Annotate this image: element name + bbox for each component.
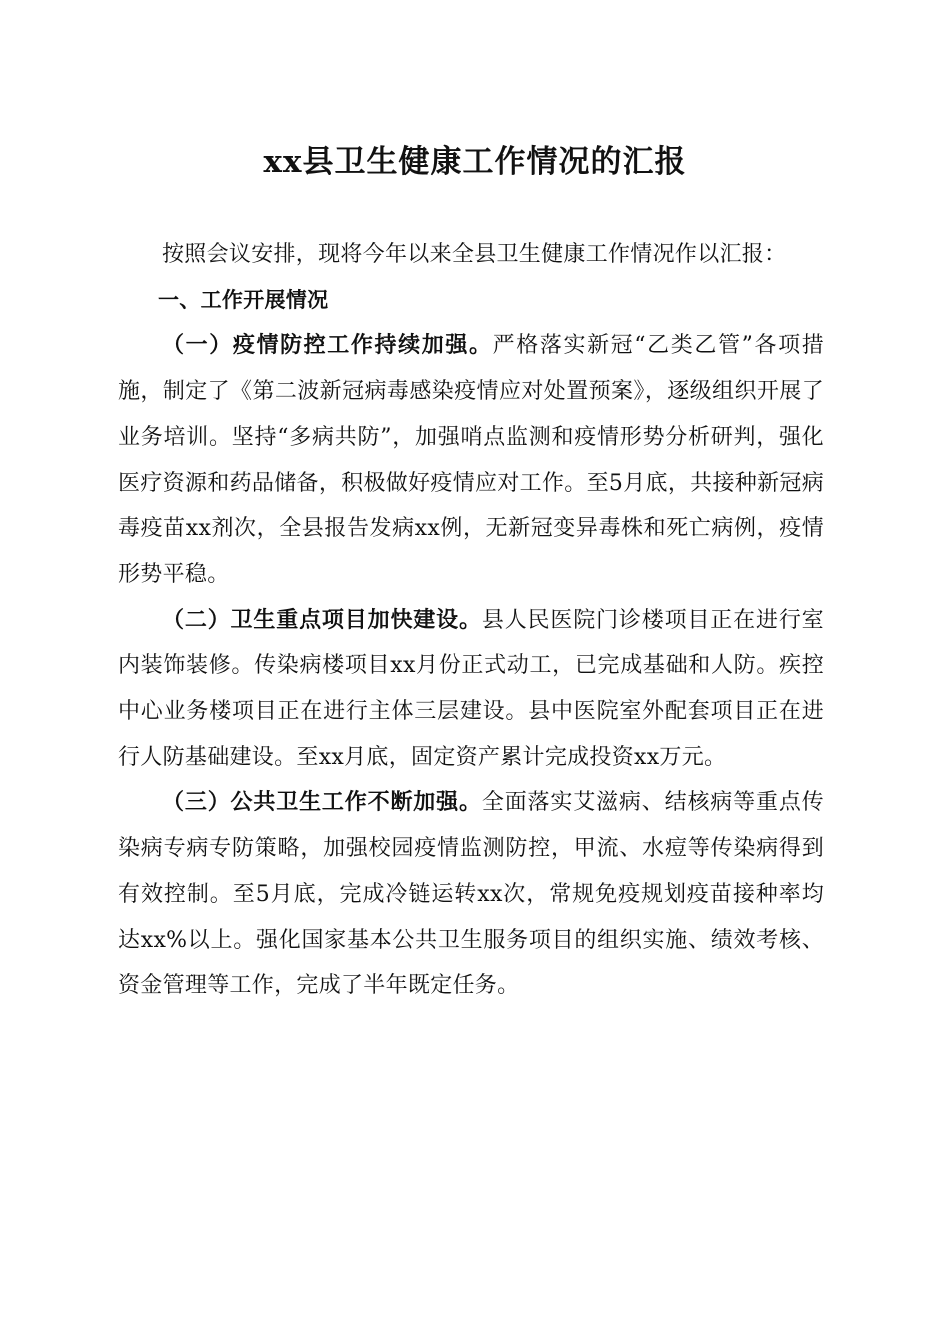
intro-paragraph: 按照会议安排，现将今年以来全县卫生健康工作情况作以汇报： — [162, 242, 787, 267]
item-lead-3: （三）公共卫生工作不断加强。 — [162, 789, 482, 816]
item-paragraph-3 — [118, 780, 824, 1009]
item-paragraph-1 — [118, 323, 824, 597]
item-text-3: 全面落实艾滋病、结核病等重点传染病专病专防策略，加强校园疫情监测防控，甲流、水痘等传染病得到有效控制。至5月底，完成冷链运转xx次，常规免疫规划疫苗接种率均达xx%以上。强化国家基本公共卫生服务项目的组织实施、绩效考核、资金管理等工作，完成了半年既定任务。 — [118, 790, 824, 999]
item-lead-2: （二）卫生重点项目加快建设。 — [162, 606, 482, 633]
document-page — [118, 0, 832, 1344]
item-text-1: 严格落实新冠“乙类乙管”各项措施，制定了《第二波新冠病毒感染疫情应对处置预案》，逐级组织开展了业务培训。坚持“多病共防”，加强哨点监测和疫情形势分析研判，强化医疗资源和药品储备，积极做好疫情应对工作。至5月底，共接种新冠病毒疫苗xx剂次，全县报告发病xx例，无新冠变异毒株和死亡病例，疫情形势平稳。 — [118, 333, 825, 587]
section-heading: 一、工作开展情况 — [158, 287, 329, 312]
item-lead-1: （一）疫情防控工作持续加强。 — [162, 332, 493, 359]
document-title: xx县卫生健康工作情况的汇报 — [263, 144, 687, 180]
item-paragraph-2 — [118, 598, 824, 781]
item-text-2: 县人民医院门诊楼项目正在进行室内装饰装修。传染病楼项目xx月份正式动工，已完成基础和人防。疾控中心业务楼项目正在进行主体三层建设。县中医院室外配套项目正在进行人防基础建设。至xx月底，固定资产累计完成投资xx万元。 — [118, 607, 824, 770]
document-body — [118, 232, 824, 1009]
